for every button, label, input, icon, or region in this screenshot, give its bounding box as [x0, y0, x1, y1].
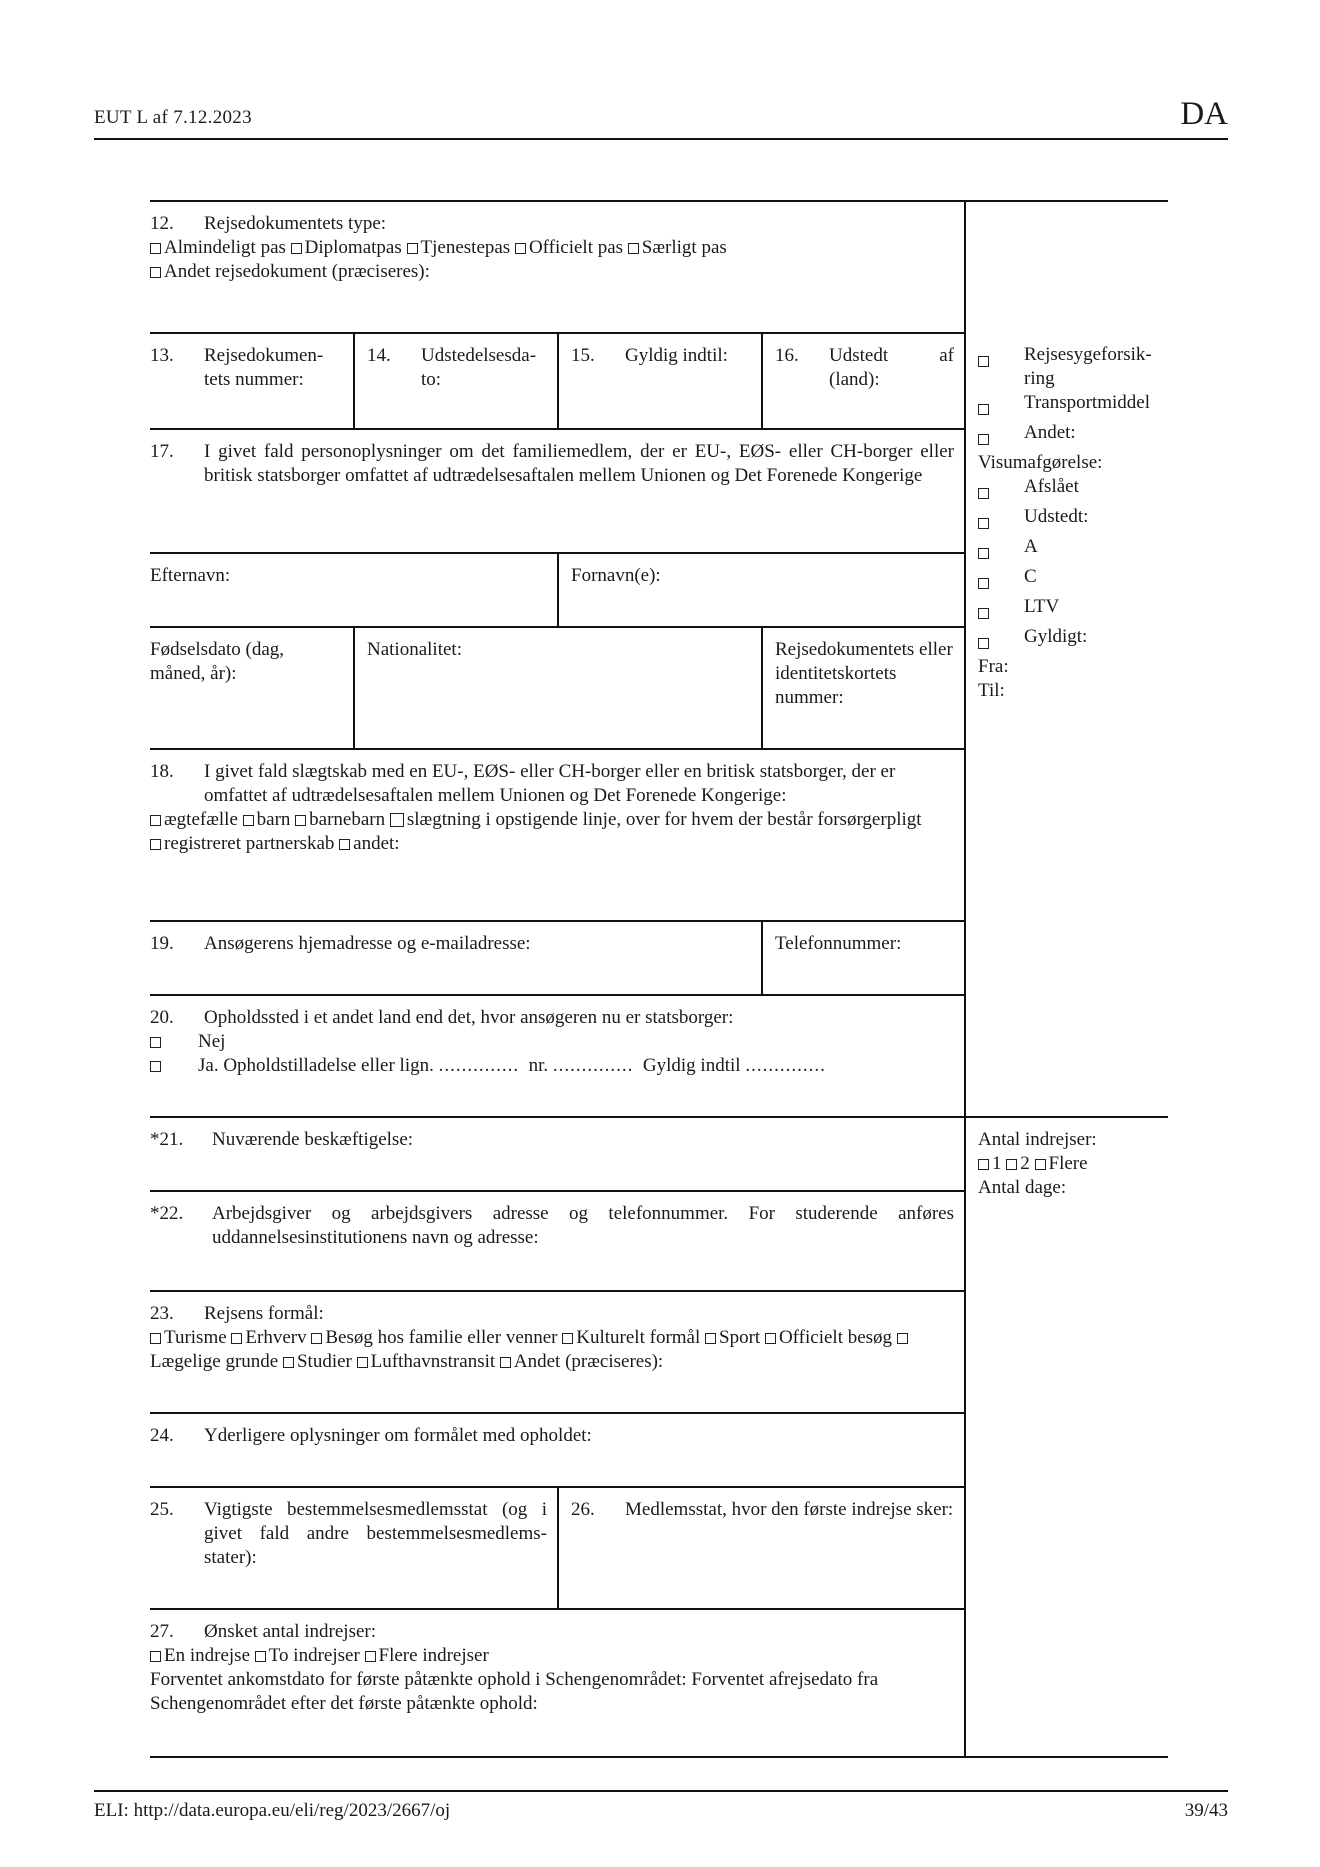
checkbox-spouse[interactable] — [150, 815, 161, 826]
checkbox-means-of-transport[interactable] — [978, 404, 989, 415]
field-21-current-occupation[interactable] — [150, 1116, 964, 1152]
field-number: 16. — [775, 345, 799, 366]
fill-dots: .............. — [745, 1055, 826, 1076]
surname-field[interactable] — [150, 552, 557, 588]
checkbox-issued[interactable] — [978, 518, 989, 529]
checkbox-visiting-family[interactable] — [311, 1333, 322, 1344]
checkbox-tourism[interactable] — [150, 1333, 161, 1344]
option-label: To indrejser — [268, 1645, 360, 1666]
option-label: Flere — [1048, 1153, 1088, 1174]
option-label: Tjenestepas — [420, 237, 511, 258]
option-label: 2 — [1020, 1153, 1030, 1174]
option-label: Ja. Opholdstilladelse eller lign. — [198, 1055, 434, 1076]
option-label: Rejsesygeforsik-ring — [1024, 344, 1152, 389]
visa-decision-label: Visumafgørelse: — [978, 452, 1103, 473]
checkbox-airport-transit[interactable] — [357, 1357, 368, 1368]
field-number: 25. — [150, 1499, 174, 1520]
fill-dots: .............. — [552, 1055, 634, 1076]
side-item — [978, 343, 1178, 391]
field-label: Nuværende beskæftigelse: — [212, 1129, 414, 1150]
valid-to-label: Til: — [978, 680, 1005, 701]
field-number: 12. — [150, 213, 174, 234]
side-item — [978, 421, 1178, 451]
checkbox-entries-2[interactable] — [1006, 1159, 1017, 1170]
header-rule — [94, 138, 1228, 140]
document-number-field[interactable] — [763, 626, 964, 710]
option-label: Officielt pas — [528, 237, 624, 258]
checkbox-diplomatic-passport[interactable] — [291, 243, 302, 254]
checkbox-two-entries[interactable] — [255, 1651, 266, 1662]
field-label: I givet fald personoplysninger om det familiemedlem, der er EU-, EØS- eller CH-borger eller britisk statsborger omfattet af udtrædelsesaftalen mellem Unionen og Det Forenede Kongerige — [204, 441, 954, 486]
expected-dates-text: Forventet ankomstdato for første påtænkte ophold i Schengenområdet: Forventet afrejsedato fra Schengenområdet efter det første påtænkte ophold: — [150, 1669, 879, 1714]
option-label: A — [1024, 536, 1038, 557]
nationality-field[interactable] — [355, 626, 761, 662]
date-of-birth-field[interactable] — [150, 626, 353, 686]
field-18-family-relationship — [150, 748, 964, 856]
option-label: Besøg hos familie eller venner — [325, 1327, 558, 1348]
option-label: Andet rejsedokument (præciseres): — [164, 261, 430, 282]
side-item — [978, 475, 1178, 505]
checkbox-entries-multiple[interactable] — [1035, 1159, 1046, 1170]
option-label: Sport — [719, 1327, 761, 1348]
option-label: Nej — [198, 1031, 226, 1052]
side-item — [978, 391, 1178, 421]
field-number: 18. — [150, 761, 174, 782]
field-17-family-member-details — [150, 428, 964, 488]
field-label: Rejsens formål: — [204, 1303, 324, 1324]
checkbox-other-relationship[interactable] — [339, 839, 350, 850]
field-label: Nationalitet: — [367, 639, 462, 660]
field-number: 14. — [367, 345, 391, 366]
rule-right-column — [964, 200, 966, 1758]
checkbox-entries-1[interactable] — [978, 1159, 989, 1170]
field-14-issue-date[interactable] — [355, 332, 557, 392]
first-name-field[interactable] — [559, 552, 964, 588]
checkbox-ordinary-passport[interactable] — [150, 243, 161, 254]
side-item — [978, 595, 1178, 625]
field-label: Opholdssted i et andet land end det, hvor ansøgeren nu er statsborger: — [204, 1007, 734, 1028]
checkbox-visa-c[interactable] — [978, 578, 989, 589]
field-label: Efternavn: — [150, 565, 231, 586]
option-label: Studier — [296, 1351, 352, 1372]
field-label: Ansøgerens hjemadresse og e-mailadresse: — [204, 933, 531, 954]
field-number: 15. — [571, 345, 595, 366]
option-label: Andet (præciseres): — [513, 1351, 664, 1372]
checkbox-special-passport[interactable] — [628, 243, 639, 254]
field-label: Yderligere oplysninger om formålet med opholdet: — [204, 1425, 592, 1446]
checkbox-ltv[interactable] — [978, 608, 989, 619]
checkbox-service-passport[interactable] — [407, 243, 418, 254]
field-27-number-of-entries — [150, 1608, 964, 1716]
field-number: 23. — [150, 1303, 174, 1324]
checkbox-official-visit[interactable] — [765, 1333, 776, 1344]
option-label: Lufthavnstransit — [370, 1351, 496, 1372]
checkbox-medical[interactable] — [897, 1333, 908, 1344]
option-label: Afslået — [1024, 476, 1079, 497]
option-label: Flere indrejser — [378, 1645, 489, 1666]
checkbox-official-passport[interactable] — [515, 243, 526, 254]
option-label: LTV — [1024, 596, 1060, 617]
option-label: registreret partnerskab — [164, 833, 335, 854]
checkbox-travel-insurance[interactable] — [978, 356, 989, 367]
checkbox-grandchild[interactable] — [295, 815, 306, 826]
option-label: Almindeligt pas — [164, 237, 286, 258]
field-label: Rejsedokumen-tets nummer: — [204, 345, 324, 390]
option-label: Erhverv — [245, 1327, 307, 1348]
field-24-additional-info[interactable] — [150, 1412, 964, 1448]
number-of-days-label: Antal dage: — [978, 1177, 1067, 1198]
checkbox-other-travel-document[interactable] — [150, 267, 161, 278]
language-code: DA — [1180, 96, 1228, 132]
option-label: barn — [256, 809, 291, 830]
field-13-document-number[interactable] — [150, 332, 353, 392]
field-number: 24. — [150, 1425, 174, 1446]
official-use-panel-2 — [978, 1128, 1178, 1200]
checkbox-single-entry[interactable] — [150, 1651, 161, 1662]
phone-number-field[interactable] — [763, 920, 964, 956]
field-label: Rejsedokumentets type: — [204, 213, 387, 234]
option-label: Udstedt: — [1024, 506, 1089, 527]
fill-dots: .............. — [438, 1055, 520, 1076]
side-item — [978, 625, 1178, 655]
field-label: Udstedelsesda-to: — [421, 345, 537, 390]
checkbox-other[interactable] — [978, 434, 989, 445]
checkbox-cultural[interactable] — [562, 1333, 573, 1344]
option-label: Diplomatpas — [304, 237, 402, 258]
field-label: Udstedt af (land): — [829, 345, 954, 390]
journal-reference: EUT L af 7.12.2023 — [94, 107, 252, 128]
field-22-employer[interactable] — [150, 1190, 964, 1250]
option-label: Lægelige grunde — [150, 1351, 279, 1372]
option-label: Særligt pas — [641, 237, 727, 258]
option-label: Officielt besøg — [778, 1327, 893, 1348]
number-of-entries-label: Antal indrejser: — [978, 1129, 1097, 1150]
checkbox-business[interactable] — [231, 1333, 242, 1344]
option-label: 1 — [992, 1153, 1002, 1174]
field-label: Ønsket antal indrejser: — [204, 1621, 377, 1642]
rule-bottom — [150, 1756, 1168, 1758]
checkbox-multiple-entries[interactable] — [365, 1651, 376, 1662]
side-item — [978, 535, 1178, 565]
checkbox-valid[interactable] — [978, 638, 989, 649]
option-label: Turisme — [164, 1327, 227, 1348]
field-number: *21. — [150, 1129, 184, 1150]
checkbox-visa-a[interactable] — [978, 548, 989, 559]
option-label: Gyldig indtil — [642, 1055, 741, 1076]
field-number: 26. — [571, 1499, 595, 1520]
field-23-purpose-of-journey — [150, 1290, 964, 1374]
footer-rule — [94, 1790, 1228, 1792]
field-number: 27. — [150, 1621, 174, 1642]
field-number: 17. — [150, 441, 174, 462]
field-label: I givet fald slægtskab med en EU-, EØS- eller CH-borger eller en britisk statsborger, der er omfattet af udtrædelsesaftalen mellem Unionen og Det Forenede Kongerige: — [204, 761, 896, 806]
field-label: Vigtigste bestemmelsesmedlemsstat (og i givet fald andre bestemmelsesmedlems-stater): — [204, 1499, 547, 1568]
option-label: C — [1024, 566, 1037, 587]
option-label: Andet: — [1024, 422, 1076, 443]
checkbox-no[interactable] — [150, 1037, 161, 1048]
official-use-panel-1 — [978, 343, 1178, 703]
page-number: 39/43 — [1184, 1800, 1228, 1821]
field-label: Fødselsdato (dag, måned, år): — [150, 639, 285, 684]
valid-from-label: Fra: — [978, 656, 1009, 677]
field-25-main-destination[interactable] — [150, 1486, 557, 1570]
field-label: Rejsedokumentets eller identitetskortets nummer: — [775, 639, 953, 708]
field-number: 20. — [150, 1007, 174, 1028]
side-item — [978, 565, 1178, 595]
field-20-residence-other-country — [150, 994, 964, 1078]
field-number: *22. — [150, 1203, 184, 1224]
field-label: Arbejdsgiver og arbejdsgivers adresse og telefonnummer. For studerende anføres uddannelsesinstitutionens navn og adresse: — [212, 1203, 954, 1248]
field-16-issued-by[interactable] — [763, 332, 964, 392]
field-15-valid-until[interactable] — [559, 332, 761, 368]
field-label: Telefonnummer: — [775, 933, 902, 954]
checkbox-other-purpose[interactable] — [500, 1357, 511, 1368]
option-label: En indrejse — [164, 1645, 251, 1666]
option-label: andet: — [353, 833, 400, 854]
option-label: Transportmiddel — [1024, 392, 1150, 413]
checkbox-study[interactable] — [283, 1357, 294, 1368]
checkbox-child[interactable] — [243, 815, 254, 826]
field-26-first-entry-state[interactable] — [559, 1486, 964, 1522]
field-number: 13. — [150, 345, 174, 366]
field-19-home-address[interactable] — [150, 920, 761, 956]
checkbox-sports[interactable] — [705, 1333, 716, 1344]
field-label: Medlemsstat, hvor den første indrejse sker: — [625, 1499, 954, 1520]
field-number: 19. — [150, 933, 174, 954]
option-label: slægtning i opstigende linje, over for hvem der består forsørgerpligt — [406, 809, 922, 830]
eli-link[interactable]: ELI: http://data.europa.eu/eli/reg/2023/2667/oj — [94, 1800, 451, 1821]
option-label: nr. — [528, 1055, 549, 1076]
option-label: Gyldigt: — [1024, 626, 1088, 647]
checkbox-yes[interactable] — [150, 1061, 161, 1072]
checkbox-registered-partnership[interactable] — [150, 839, 161, 850]
option-label: Kulturelt formål — [576, 1327, 701, 1348]
option-label: barnebarn — [309, 809, 386, 830]
option-label: ægtefælle — [164, 809, 238, 830]
side-item — [978, 505, 1178, 535]
field-12-travel-document-type — [150, 200, 964, 284]
checkbox-refused[interactable] — [978, 488, 989, 499]
field-label: Fornavn(e): — [571, 565, 661, 586]
field-label: Gyldig indtil: — [625, 345, 728, 366]
checkbox-dependent-ascendant[interactable] — [390, 813, 404, 827]
